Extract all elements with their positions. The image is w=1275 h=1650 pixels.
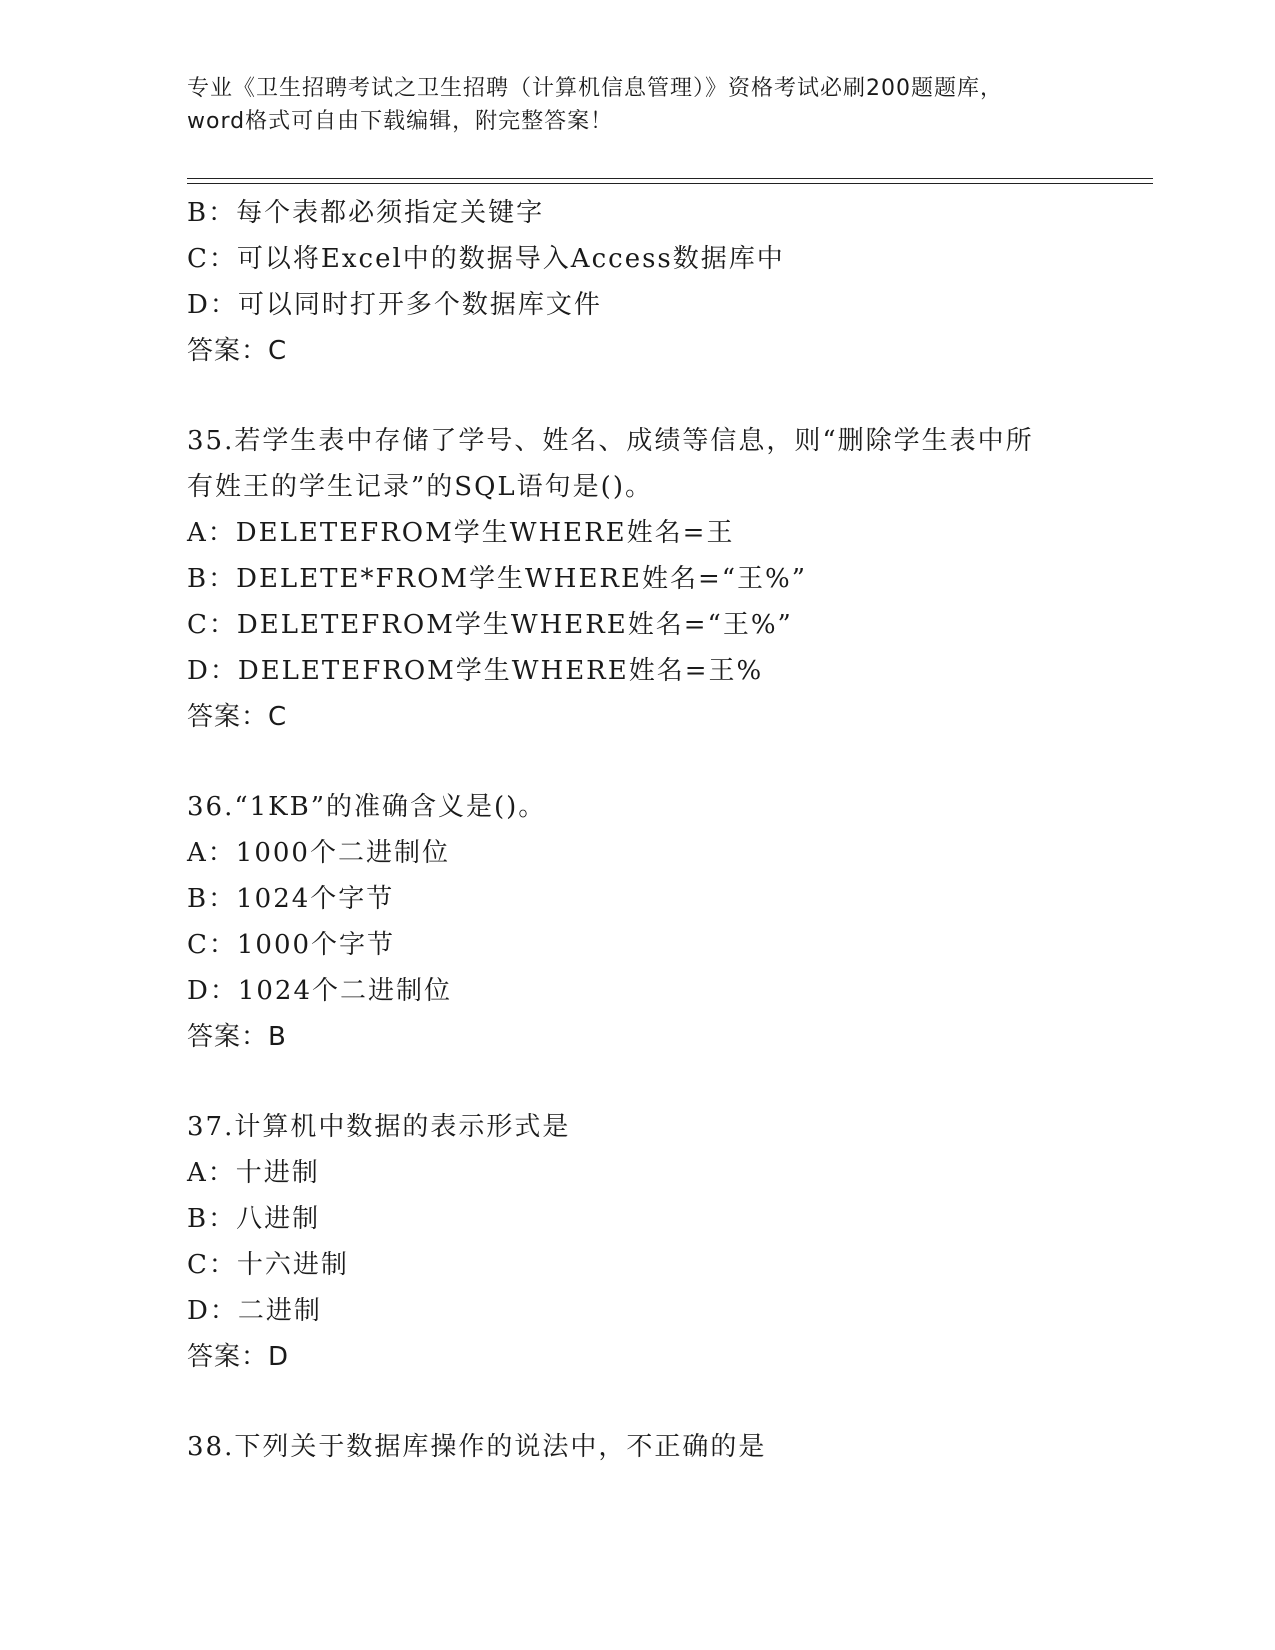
option-a: A：十进制 [187, 1158, 320, 1188]
option-d: D：1024个二进制位 [187, 976, 453, 1006]
question-34-tail [187, 190, 1087, 374]
answer: 答案：D [187, 1342, 290, 1372]
question-36 [187, 784, 1087, 1060]
option-c: C：1000个字节 [187, 930, 396, 960]
header-divider-bottom [187, 183, 1153, 184]
question-stem-line-1: 35.若学生表中存储了学号、姓名、成绩等信息，则“删除学生表中所 [187, 426, 1034, 456]
option-b: B：每个表都必须指定关键字 [187, 198, 545, 228]
question-35 [187, 418, 1087, 740]
option-b: B：八进制 [187, 1204, 321, 1234]
header-line-1: 专业《卫生招聘考试之卫生招聘（计算机信息管理）》资格考试必刷200题题库， [187, 76, 1003, 101]
option-b: B：DELETE*FROM学生WHERE姓名=“王%” [187, 564, 808, 594]
question-stem: 37.计算机中数据的表示形式是 [187, 1112, 571, 1142]
option-c: C：可以将Excel中的数据导入Access数据库中 [187, 244, 785, 274]
answer: 答案：C [187, 702, 288, 732]
question-list [187, 190, 1087, 1470]
question-37 [187, 1104, 1087, 1380]
option-d: D：DELETEFROM学生WHERE姓名=王% [187, 656, 764, 686]
option-c: C：DELETEFROM学生WHERE姓名=“王%” [187, 610, 793, 640]
answer: 答案：B [187, 1022, 287, 1052]
option-a: A：1000个二进制位 [187, 838, 450, 868]
option-a: A：DELETEFROM学生WHERE姓名=王 [187, 518, 735, 548]
question-stem-line-2: 有姓王的学生记录”的SQL语句是()。 [187, 472, 653, 502]
header-line-2: word格式可自由下载编辑，附完整答案！ [187, 109, 614, 134]
header-divider-top [187, 178, 1153, 179]
question-stem: 36.“1KB”的准确含义是()。 [187, 792, 547, 822]
question-stem: 38.下列关于数据库操作的说法中，不正确的是 [187, 1432, 767, 1462]
option-d: D：二进制 [187, 1296, 322, 1326]
answer: 答案：C [187, 336, 288, 366]
option-c: C：十六进制 [187, 1250, 349, 1280]
question-38 [187, 1424, 1087, 1470]
option-b: B：1024个字节 [187, 884, 395, 914]
document-header [187, 72, 1087, 138]
option-d: D：可以同时打开多个数据库文件 [187, 290, 602, 320]
